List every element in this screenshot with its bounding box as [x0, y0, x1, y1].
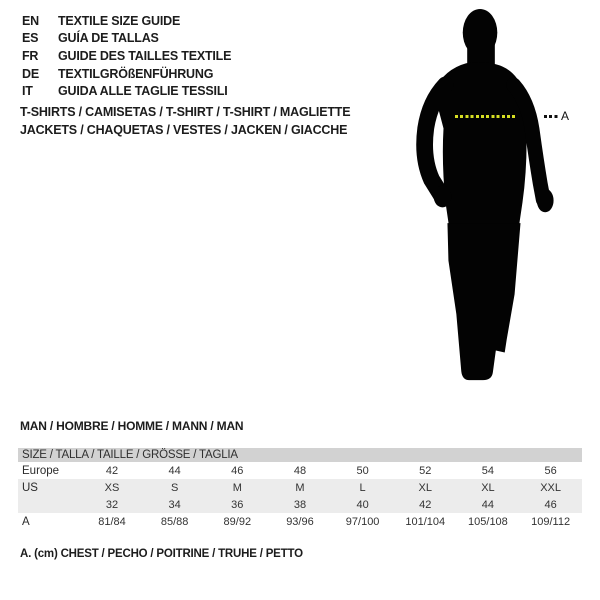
left-arm-shape: [425, 85, 446, 196]
cell: 40: [331, 496, 394, 513]
row-label: Europe: [22, 464, 60, 477]
man-silhouette-graphic: [395, 5, 570, 390]
category-tshirts: T-SHIRTS / CAMISETAS / T-SHIRT / T-SHIRT / MAGLIETTE: [20, 105, 351, 119]
cell: 89/92: [223, 515, 252, 528]
cell: 46: [519, 496, 582, 513]
row-label: [18, 496, 81, 513]
cell: 105/108: [468, 515, 508, 528]
language-title: GUIDE DES TAILLES TEXTILE: [58, 48, 232, 63]
cell: 48: [293, 464, 307, 477]
language-title: GUIDA ALLE TAGLIE TESSILI: [58, 84, 228, 99]
cell: 54: [481, 464, 495, 477]
size-table-header: SIZE / TALLA / TAILLE / GRÖSSE / TAGLIA: [18, 448, 582, 462]
language-code: FR: [22, 48, 39, 63]
cell: 50: [356, 464, 369, 477]
language-code: EN: [22, 13, 39, 28]
cell: 46: [231, 464, 244, 477]
row-label: US: [18, 479, 81, 496]
cell: L: [331, 479, 394, 496]
cell: XXL: [519, 479, 582, 496]
size-table-header-row: [18, 448, 582, 462]
cell: S: [143, 479, 206, 496]
language-title: TEXTILGRÖßENFÜHRUNG: [58, 66, 214, 81]
row-label: A: [22, 515, 30, 528]
cell: 44: [457, 496, 520, 513]
language-title: GUÍA DE TALLAS: [58, 31, 159, 46]
cell: 44: [168, 464, 181, 477]
category-jackets: JACKETS / CHAQUETAS / VESTES / JACKEN / GIACCHE: [20, 123, 348, 138]
cell: 81/84: [98, 515, 126, 528]
language-row: [22, 30, 231, 48]
cell: 42: [105, 464, 119, 477]
cell: M: [269, 479, 332, 496]
language-row: [22, 12, 231, 30]
language-row: [22, 47, 231, 65]
cell: 52: [419, 464, 432, 477]
cell: 85/88: [160, 515, 189, 528]
cell: 34: [143, 496, 206, 513]
legs-shape: [447, 223, 520, 380]
chest-measurement-line: [455, 115, 517, 118]
cell: 101/104: [405, 515, 446, 528]
language-title: TEXTILE SIZE GUIDE: [58, 13, 181, 28]
left-hand-shape: [434, 186, 452, 208]
language-code: ES: [22, 31, 39, 46]
cell: 36: [206, 496, 269, 513]
language-code: DE: [22, 66, 39, 81]
cell: 56: [544, 464, 557, 477]
size-table: [18, 448, 582, 530]
language-code: IT: [22, 84, 33, 99]
table-row-chest-a: [18, 513, 582, 530]
right-hand-shape: [537, 189, 554, 213]
language-row: [22, 65, 231, 83]
measurement-a-label: A: [561, 109, 570, 123]
cell: M: [206, 479, 269, 496]
cell: XL: [457, 479, 520, 496]
cell: XL: [394, 479, 457, 496]
man-figure: [395, 5, 570, 390]
language-row: [22, 82, 231, 100]
cell: 38: [269, 496, 332, 513]
cell: 97/100: [345, 515, 380, 528]
cell: XS: [81, 479, 144, 496]
cell: 42: [394, 496, 457, 513]
cell: 32: [81, 496, 144, 513]
table-row-numeric: [18, 496, 582, 513]
chest-footnote: A. (cm) CHEST / PECHO / POITRINE / TRUHE / PETTO: [20, 548, 303, 560]
cell: 109/112: [531, 515, 571, 528]
cell: 93/96: [286, 515, 314, 528]
category-lines: [20, 103, 350, 139]
chest-pointer-line: [544, 115, 559, 118]
language-list: [22, 12, 231, 100]
table-row-europe: [18, 462, 582, 479]
table-row-us: [18, 479, 582, 496]
section-title-man: MAN / HOMBRE / HOMME / MANN / MAN: [20, 419, 244, 433]
